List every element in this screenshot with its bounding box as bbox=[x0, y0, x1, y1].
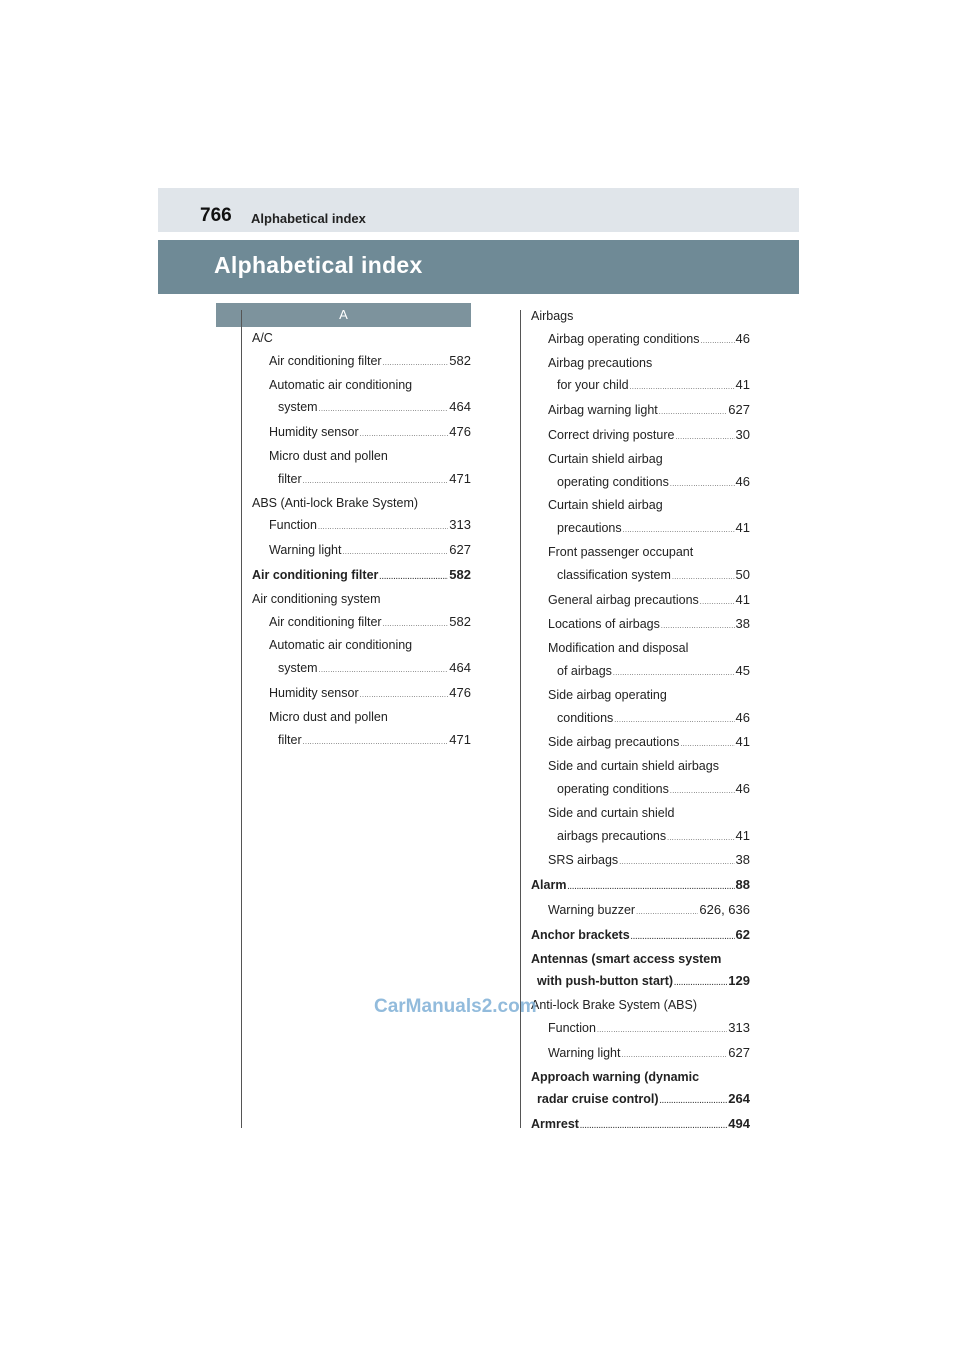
dot-leader bbox=[700, 592, 735, 614]
index-entry bbox=[252, 635, 471, 657]
index-entry bbox=[531, 306, 750, 328]
index-entry-label: ABS (Anti-lock Brake System) bbox=[252, 495, 419, 510]
index-entry bbox=[531, 685, 750, 707]
dot-leader bbox=[659, 402, 728, 424]
index-entry-label: filter bbox=[278, 471, 302, 486]
index-entry-label: Curtain shield airbag bbox=[548, 498, 663, 513]
index-entry bbox=[531, 1088, 750, 1113]
index-entry bbox=[531, 803, 750, 825]
column-divider-left bbox=[241, 310, 242, 1128]
watermark: CarManuals2.com bbox=[374, 996, 537, 1017]
index-entry bbox=[531, 564, 750, 589]
index-entry-page[interactable]: 582 bbox=[449, 566, 471, 582]
dot-leader bbox=[383, 614, 449, 636]
index-entry-page[interactable]: 494 bbox=[728, 1116, 750, 1132]
index-entry-label: Side airbag precautions bbox=[548, 735, 680, 750]
index-entry bbox=[252, 514, 471, 539]
index-entry-page[interactable]: 626, 636 bbox=[699, 901, 750, 917]
dot-leader bbox=[319, 660, 449, 682]
index-entry-page[interactable]: 313 bbox=[449, 517, 471, 533]
dot-leader bbox=[631, 927, 735, 949]
index-entry-label: Automatic air conditioning bbox=[269, 377, 413, 392]
index-entry-label: Airbag precautions bbox=[548, 355, 653, 370]
dot-leader bbox=[667, 828, 734, 850]
index-entry-page[interactable]: 41 bbox=[735, 377, 750, 393]
index-column-right bbox=[531, 306, 750, 1138]
dot-leader bbox=[567, 877, 734, 899]
dot-leader bbox=[613, 663, 735, 685]
index-entry bbox=[531, 589, 750, 614]
index-entry-label: Air conditioning filter bbox=[269, 353, 382, 368]
title-banner bbox=[158, 240, 799, 294]
index-entry bbox=[252, 421, 471, 446]
index-entry-label: operating conditions bbox=[557, 781, 669, 796]
index-entry-label: Locations of airbags bbox=[548, 617, 660, 632]
index-entry-label: Air conditioning filter bbox=[269, 614, 382, 629]
index-entry bbox=[531, 778, 750, 803]
index-entry bbox=[531, 1042, 750, 1067]
index-entry bbox=[252, 493, 471, 515]
index-entry bbox=[531, 874, 750, 899]
index-entry bbox=[531, 731, 750, 756]
index-entry-label: precautions bbox=[557, 521, 622, 536]
index-entry bbox=[252, 468, 471, 493]
index-entry bbox=[252, 589, 471, 611]
index-entry-label: for your child bbox=[557, 378, 629, 393]
index-entry bbox=[531, 424, 750, 449]
dot-leader bbox=[622, 1045, 728, 1067]
dot-leader bbox=[318, 517, 448, 539]
dot-leader bbox=[630, 377, 735, 399]
dot-leader bbox=[701, 331, 735, 353]
index-entry bbox=[252, 682, 471, 707]
index-entry bbox=[252, 328, 471, 350]
index-entry-label: Air conditioning filter bbox=[252, 567, 379, 582]
index-entry bbox=[531, 399, 750, 424]
dot-leader bbox=[319, 399, 449, 421]
index-entry-page[interactable]: 41 bbox=[735, 734, 750, 750]
dot-leader bbox=[303, 471, 449, 493]
index-entry-label: Anti-lock Brake System (ABS) bbox=[531, 998, 698, 1013]
index-entry-label: Front passenger occupant bbox=[548, 544, 694, 559]
dot-leader bbox=[597, 1020, 727, 1042]
index-entry-label: Modification and disposal bbox=[548, 641, 689, 656]
index-entry-label: operating conditions bbox=[557, 474, 669, 489]
index-entry-label: system bbox=[278, 400, 318, 415]
index-entry-label: Side and curtain shield airbags bbox=[548, 759, 719, 774]
index-entry bbox=[252, 396, 471, 421]
index-entry-label: Air conditioning system bbox=[252, 591, 381, 606]
index-entry-label: Warning light bbox=[269, 543, 342, 558]
index-column-left bbox=[252, 328, 471, 753]
dot-leader bbox=[661, 616, 735, 638]
index-entry-label: General airbag precautions bbox=[548, 592, 699, 607]
index-entry bbox=[252, 707, 471, 729]
index-entry-label: Airbag operating conditions bbox=[548, 331, 700, 346]
index-entry bbox=[531, 660, 750, 685]
index-entry-page[interactable]: 464 bbox=[449, 660, 471, 676]
index-entry-label: Warning light bbox=[548, 1045, 621, 1060]
index-entry-label: Armrest bbox=[531, 1117, 579, 1132]
index-entry bbox=[252, 350, 471, 375]
index-entry bbox=[252, 657, 471, 682]
index-entry-page[interactable]: 129 bbox=[728, 973, 750, 989]
index-entry-page[interactable]: 476 bbox=[449, 684, 471, 700]
index-entry bbox=[252, 446, 471, 468]
index-entry-label: Alarm bbox=[531, 878, 567, 893]
index-entry-label: Humidity sensor bbox=[269, 685, 359, 700]
index-entry-label: classification system bbox=[557, 567, 671, 582]
index-entry-page[interactable]: 471 bbox=[449, 731, 471, 747]
index-entry-label: Automatic air conditioning bbox=[269, 638, 413, 653]
page-title: Alphabetical index bbox=[214, 252, 423, 278]
index-entry bbox=[531, 970, 750, 995]
dot-leader bbox=[660, 1091, 728, 1113]
index-entry bbox=[531, 495, 750, 517]
index-entry-label: Micro dust and pollen bbox=[269, 448, 388, 463]
index-entry-page[interactable]: 30 bbox=[735, 426, 750, 442]
dot-leader bbox=[670, 781, 735, 803]
index-entry bbox=[252, 729, 471, 754]
index-entry-page[interactable]: 464 bbox=[449, 399, 471, 415]
index-entry-page[interactable]: 50 bbox=[735, 566, 750, 582]
index-entry-label: Airbags bbox=[531, 309, 574, 323]
index-entry-label: conditions bbox=[557, 710, 614, 725]
index-entry-label: radar cruise control) bbox=[537, 1092, 659, 1107]
index-entry bbox=[531, 825, 750, 850]
dot-leader bbox=[674, 973, 727, 995]
index-entry-page[interactable]: 41 bbox=[735, 520, 750, 536]
index-entry-page[interactable]: 41 bbox=[735, 591, 750, 607]
index-entry-page[interactable]: 46 bbox=[735, 780, 750, 796]
index-entry bbox=[531, 328, 750, 353]
dot-leader bbox=[670, 474, 735, 496]
index-entry-page[interactable]: 41 bbox=[735, 827, 750, 843]
index-entry bbox=[252, 611, 471, 636]
index-entry-label: Humidity sensor bbox=[269, 425, 359, 440]
index-entry-label: Airbag warning light bbox=[548, 403, 658, 418]
index-entry bbox=[531, 542, 750, 564]
index-entry-label: Micro dust and pollen bbox=[269, 709, 388, 724]
index-entry-page[interactable]: 46 bbox=[735, 473, 750, 489]
index-entry bbox=[531, 1067, 750, 1089]
index-entry-label: Antennas (smart access system bbox=[531, 951, 722, 966]
index-entry-page[interactable]: 46 bbox=[735, 330, 750, 346]
index-entry-page[interactable]: 45 bbox=[735, 662, 750, 678]
index-entry bbox=[252, 564, 471, 589]
index-entry bbox=[531, 899, 750, 924]
dot-leader bbox=[580, 1116, 727, 1138]
index-entry-page[interactable]: 38 bbox=[735, 852, 750, 868]
dot-leader bbox=[343, 542, 449, 564]
index-entry bbox=[252, 375, 471, 397]
index-entry-label: filter bbox=[278, 732, 302, 747]
index-entry-page[interactable]: 471 bbox=[449, 470, 471, 486]
index-entry bbox=[531, 517, 750, 542]
index-entry-label: Correct driving posture bbox=[548, 427, 675, 442]
index-entry bbox=[531, 995, 750, 1017]
index-entry-label: of airbags bbox=[557, 663, 612, 678]
index-entry bbox=[531, 849, 750, 874]
dot-leader bbox=[383, 353, 449, 375]
index-entry bbox=[531, 707, 750, 732]
index-entry-page[interactable]: 313 bbox=[728, 1019, 750, 1035]
index-entry-page[interactable]: 627 bbox=[449, 542, 471, 558]
index-entry-page[interactable]: 62 bbox=[735, 926, 750, 942]
dot-leader bbox=[619, 852, 734, 874]
index-entry bbox=[531, 1017, 750, 1042]
index-entry bbox=[531, 924, 750, 949]
index-entry-page[interactable]: 476 bbox=[449, 424, 471, 440]
page-number: 766 bbox=[200, 205, 232, 226]
index-entry-label: Function bbox=[269, 518, 317, 533]
dot-leader bbox=[360, 685, 449, 707]
index-entry-page[interactable]: 264 bbox=[728, 1091, 750, 1107]
dot-leader bbox=[360, 424, 449, 446]
index-entry-label: Function bbox=[548, 1020, 596, 1035]
dot-leader bbox=[614, 710, 734, 732]
index-entry-label: Approach warning (dynamic bbox=[531, 1069, 700, 1084]
index-entry bbox=[531, 613, 750, 638]
index-entry-page[interactable]: 627 bbox=[728, 402, 750, 418]
index-entry bbox=[531, 1113, 750, 1138]
index-entry-label: with push-button start) bbox=[537, 974, 674, 989]
index-entry-page[interactable]: 582 bbox=[449, 352, 471, 368]
index-entry bbox=[531, 471, 750, 496]
index-entry-page[interactable]: 38 bbox=[735, 616, 750, 632]
dot-leader bbox=[675, 427, 734, 449]
index-entry bbox=[531, 949, 750, 971]
index-entry bbox=[531, 374, 750, 399]
index-entry-page[interactable]: 88 bbox=[735, 877, 750, 893]
index-entry bbox=[531, 756, 750, 778]
index-entry-label: SRS airbags bbox=[548, 853, 619, 868]
index-entry-label: Side and curtain shield bbox=[548, 805, 675, 820]
index-entry bbox=[531, 638, 750, 660]
index-entry-label: Anchor brackets bbox=[531, 927, 630, 942]
dot-leader bbox=[636, 902, 698, 924]
index-entry bbox=[531, 449, 750, 471]
index-entry-label: A/C bbox=[252, 331, 273, 345]
index-entry bbox=[531, 353, 750, 375]
dot-leader bbox=[623, 520, 735, 542]
index-entry-label: airbags precautions bbox=[557, 828, 667, 843]
index-entry-label: Side airbag operating bbox=[548, 687, 667, 702]
index-entry bbox=[252, 539, 471, 564]
index-entry-page[interactable]: 627 bbox=[728, 1044, 750, 1060]
dot-leader bbox=[680, 734, 734, 756]
running-title: Alphabetical index bbox=[251, 211, 366, 226]
dot-leader bbox=[672, 567, 735, 589]
index-entry-page[interactable]: 46 bbox=[735, 709, 750, 725]
dot-leader bbox=[379, 567, 448, 589]
index-entry-label: system bbox=[278, 661, 318, 676]
index-entry-label: Curtain shield airbag bbox=[548, 451, 663, 466]
section-letter-heading: A bbox=[216, 303, 471, 327]
index-entry-page[interactable]: 582 bbox=[449, 613, 471, 629]
index-entry-label: Warning buzzer bbox=[548, 902, 636, 917]
dot-leader bbox=[303, 732, 449, 754]
